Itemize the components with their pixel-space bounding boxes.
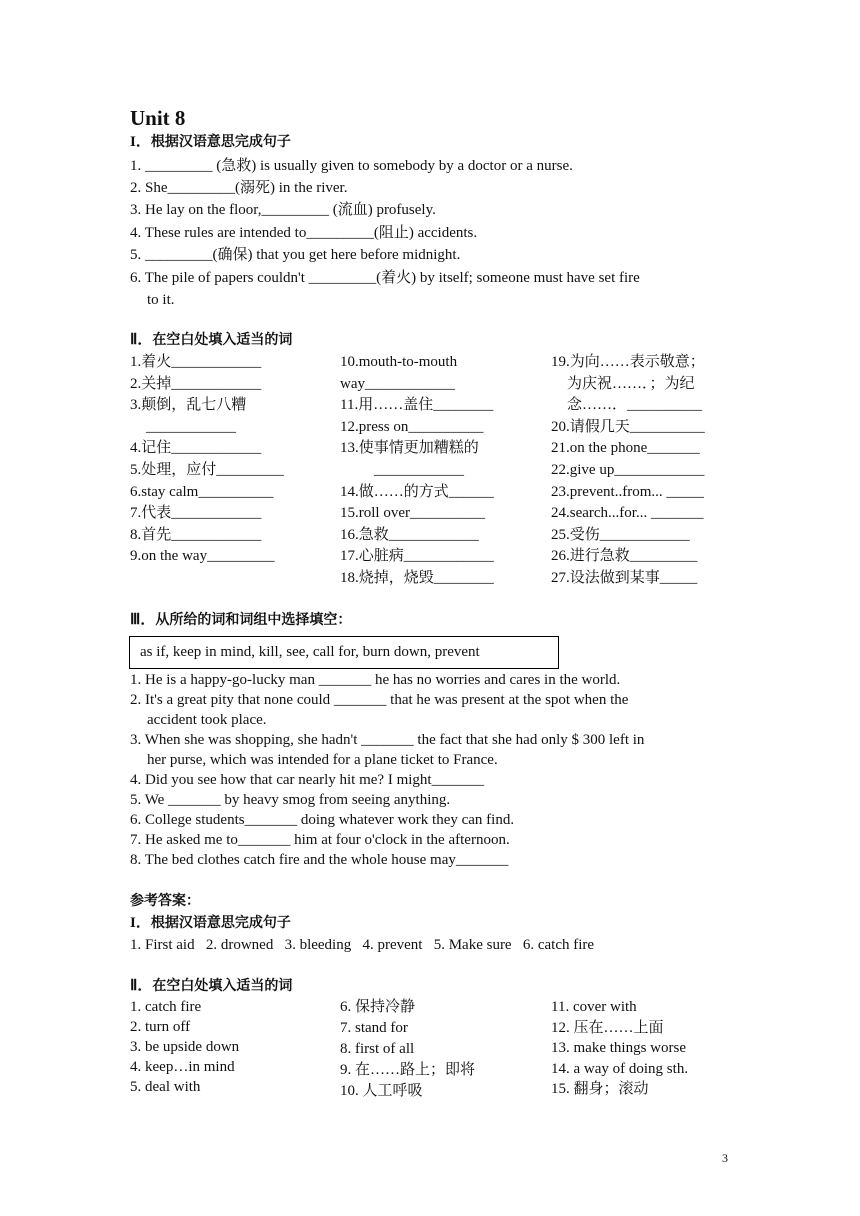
s2-c1-item: ____________ (146, 418, 236, 435)
s3-item-6: 6. College students_______ doing whatever work they can find. (130, 812, 515, 828)
section-2-number: Ⅱ． (130, 332, 153, 348)
s2-c1-item: 1.着火____________ (130, 354, 262, 370)
s2-c2-item: way____________ (340, 375, 455, 392)
answer-item: 1. catch fire (130, 999, 202, 1015)
answers-1-title: 根据汉语意思完成句子 (150, 915, 291, 931)
s2-c3-item: 19.为向……表示敬意； (551, 354, 705, 370)
answer-item: 7. stand for (340, 1020, 408, 1036)
s3-item-3-cont: her purse, which was intended for a plane ticket to France. (147, 752, 498, 768)
answer-item: 2. turn off (130, 1019, 191, 1035)
page-title: Unit 8 (130, 106, 186, 130)
s2-c2-item: 14.做……的方式______ (340, 483, 494, 500)
s3-item-7: 7. He asked me to_______ him at four o'clock in the afternoon. (130, 832, 510, 848)
s2-c2-item: 15.roll over__________ (340, 505, 485, 522)
section-3-number: Ⅲ． (130, 612, 156, 628)
s1-item-6-cont: to it. (147, 292, 175, 308)
s2-c1-item: 5.处理，应付_________ (130, 461, 284, 478)
answer-item: 8. first of all (340, 1041, 415, 1057)
section-1-heading (130, 132, 291, 152)
s1-item-6: 6. The pile of papers couldn't _________(着火) by itself; someone must have set fire (130, 270, 640, 286)
s2-column-1 (130, 352, 284, 568)
answer-item: 10. 人工呼吸 (340, 1083, 423, 1099)
s2-c2-item: 13.使事情更加糟糕的 (340, 440, 479, 457)
s3-item-1: 1. He is a happy-go-lucky man _______ he has no worries and cares in the world. (130, 672, 621, 688)
section-2-title: 在空白处填入适当的词 (152, 332, 293, 348)
answers-2-column-3 (551, 997, 688, 1100)
s2-c2-item: ____________ (374, 461, 464, 478)
s2-c1-item: 2.关掉____________ (130, 375, 262, 392)
s2-c3-item: 20.请假几天__________ (551, 418, 705, 435)
s2-c1-item: 9.on the way_________ (130, 548, 275, 565)
s3-item-5: 5. We _______ by heavy smog from seeing anything. (130, 792, 451, 808)
s2-c3-item: 22.give up____________ (551, 461, 705, 478)
answer-item: 12. 压在……上面 (551, 1019, 664, 1036)
s2-c2-item: 10.mouth-to-mouth (340, 354, 458, 370)
s1-item-2: 2. She_________(溺死) in the river. (130, 180, 348, 196)
s2-c2-item: 18.烧掉，烧毁________ (340, 569, 494, 586)
answers-2-heading (130, 976, 292, 996)
answer-item: 6. 保持冷静 (340, 999, 416, 1015)
answers-1-number: I． (130, 915, 151, 931)
s2-c3-item: 27.设法做到某事_____ (551, 569, 698, 586)
s2-c1-item: 4.记住____________ (130, 440, 262, 457)
answers-label: 参考答案： (130, 893, 200, 909)
answer-item: 15. 翻身；滚动 (551, 1081, 649, 1098)
s3-item-8: 8. The bed clothes catch fire and the whole house may_______ (130, 852, 509, 868)
s2-c2-item: 12.press on__________ (340, 418, 484, 435)
s2-c3-item: 为庆祝……．；为纪 (567, 375, 695, 392)
s3-item-3: 3. When she was shopping, she hadn't _______ the fact that she had only $ 300 left in (130, 732, 645, 748)
s2-c3-item: 24.search...for... _______ (551, 505, 704, 522)
s2-c1-item: 7.代表____________ (130, 505, 262, 522)
s1-item-3: 3. He lay on the floor,_________ (流血) profusely. (130, 202, 436, 218)
s1-item-4: 4. These rules are intended to_________(阻止) accidents. (130, 225, 478, 241)
answer-item: 11. cover with (551, 999, 637, 1015)
answers-2-column-2 (340, 997, 475, 1102)
word-bank-box: as if, keep in mind, kill, see, call for, burn down, prevent (129, 636, 559, 669)
s2-c1-item: 8.首先____________ (130, 526, 262, 543)
answer-item: 14. a way of doing sth. (551, 1060, 689, 1077)
s2-c1-item: 6.stay calm__________ (130, 483, 274, 500)
answers-2-number: Ⅱ． (130, 978, 153, 994)
answer-item: 13. make things worse (551, 1040, 686, 1057)
answer-item: 9. 在……路上；即将 (340, 1062, 476, 1078)
s1-item-1: 1. _________ (急救) is usually given to somebody by a doctor or a nurse. (130, 158, 573, 174)
s2-c3-item: 念……．__________ (567, 397, 703, 414)
s2-column-2 (340, 352, 494, 590)
answer-item: 5. deal with (130, 1079, 201, 1095)
s2-c3-item: 26.进行急救_________ (551, 548, 698, 565)
answers-1-text: 1. First aid 2. drowned 3. bleeding 4. prevent 5. Make sure 6. catch fire (130, 937, 595, 953)
s2-c2-item: 16.急救____________ (340, 526, 479, 543)
s2-c3-item: 23.prevent..from... _____ (551, 483, 704, 500)
s2-c2-item: 11.用……盖住________ (340, 397, 494, 414)
s2-c3-item: 21.on the phone_______ (551, 440, 700, 457)
answer-item: 3. be upside down (130, 1039, 240, 1055)
answer-item: 4. keep…in mind (130, 1059, 235, 1075)
s2-c1-item: 3.颠倒，乱七八糟 (130, 397, 247, 414)
s1-item-5: 5. _________(确保) that you get here before midnight. (130, 247, 461, 263)
section-3-heading (130, 610, 351, 630)
page-number: 3 (722, 1151, 728, 1165)
s2-c2-item: 17.心脏病____________ (340, 548, 494, 565)
s2-column-3 (551, 352, 705, 590)
section-2-heading (130, 330, 292, 350)
answers-2-title: 在空白处填入适当的词 (152, 978, 293, 994)
s3-item-4: 4. Did you see how that car nearly hit me? I might_______ (130, 772, 485, 788)
s2-c3-item: 25.受伤____________ (551, 526, 690, 543)
section-1-number: I． (130, 134, 151, 150)
s3-item-2-cont: accident took place. (147, 712, 267, 728)
answers-2-column-1 (130, 997, 239, 1097)
section-3-title: 从所给的词和词组中选择填空： (155, 612, 352, 628)
answers-1-heading (130, 913, 291, 933)
section-1-title: 根据汉语意思完成句子 (150, 134, 291, 150)
s3-item-2: 2. It's a great pity that none could _______ that he was present at the spot when the (130, 692, 629, 708)
